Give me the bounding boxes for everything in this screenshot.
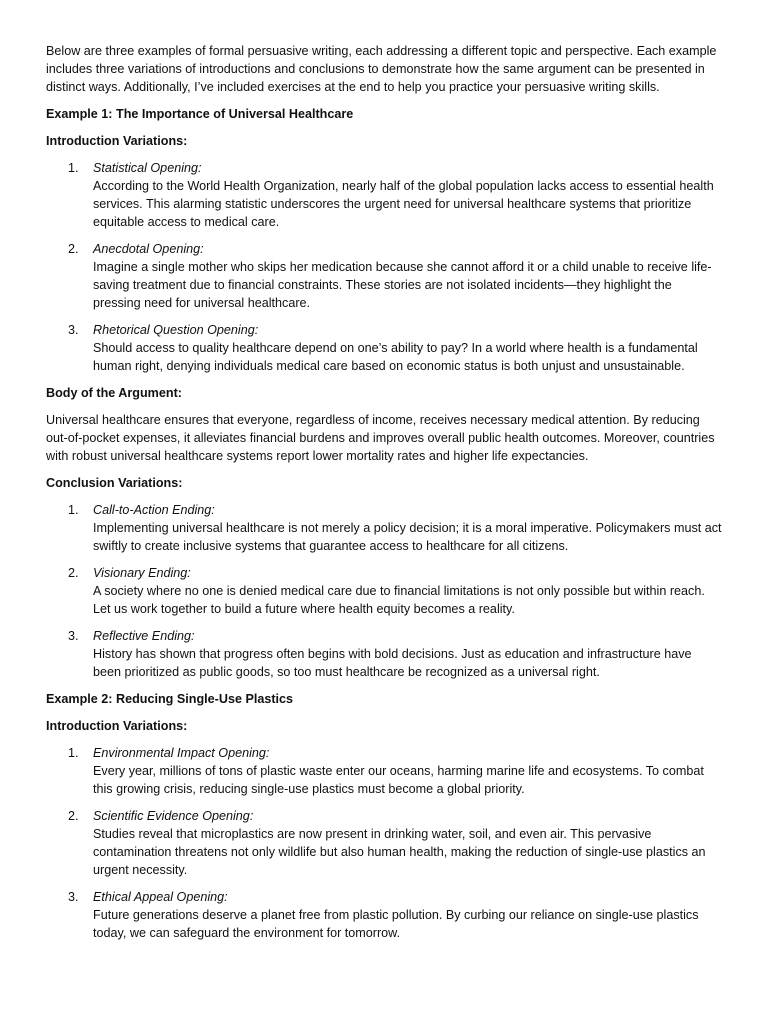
variation-text: Imagine a single mother who skips her medication because she cannot afford it or a child unable to receive life-saving treatment due to financial constraints. These stories are not isolated incidents—they highlight the pressing need for universal healthcare. <box>93 260 712 310</box>
example-2-intro-list <box>46 744 722 942</box>
variation-label: Anecdotal Opening: <box>93 242 204 256</box>
list-number: 1. <box>68 746 79 760</box>
variation-text: Studies reveal that microplastics are now present in drinking water, soil, and even air. This pervasive contamination threatens not only wildlife but also human health, making the reduction of single-use plastics an urgent necessity. <box>93 827 706 877</box>
variation-text: Future generations deserve a planet free from plastic pollution. By curbing our reliance on single-use plastics today, we can safeguard the environment for tomorrow. <box>93 908 699 940</box>
example-2-title: Example 2: Reducing Single-Use Plastics <box>46 692 294 706</box>
list-item <box>46 744 722 798</box>
variation-label: Call-to-Action Ending: <box>93 503 215 517</box>
list-number: 1. <box>68 503 79 517</box>
list-number: 2. <box>68 566 79 580</box>
list-item <box>46 240 722 312</box>
list-item <box>46 627 722 681</box>
variation-text: Every year, millions of tons of plastic waste enter our oceans, harming marine life and ecosystems. To combat this growing crisis, reducing single-use plastics must become a global priority. <box>93 764 704 796</box>
list-item <box>46 159 722 231</box>
list-number: 3. <box>68 890 79 904</box>
example-1-conclusion-heading: Conclusion Variations: <box>46 476 183 490</box>
variation-text: According to the World Health Organization, nearly half of the global population lacks access to essential health services. This alarming statistic underscores the urgent need for universal healthcare systems that prioritize equitable access to medical care. <box>93 179 714 229</box>
list-number: 3. <box>68 629 79 643</box>
intro-paragraph: Below are three examples of formal persuasive writing, each addressing a different topic and perspective. Each example includes three variations of introductions and conclusions to demonstrate how the same argument can be presented in distinct ways. Additionally, I’ve included exercises at the end to help you practice your persuasive writing skills. <box>46 44 717 94</box>
list-item <box>46 321 722 375</box>
variation-label: Environmental Impact Opening: <box>93 746 270 760</box>
variation-text: Implementing universal healthcare is not merely a policy decision; it is a moral imperative. Policymakers must act swiftly to create inclusive systems that guarantee access to healthcare for all citizens. <box>93 521 722 553</box>
variation-text: A society where no one is denied medical care due to financial limitations is not only possible but within reach. Let us work together to build a future where health equity becomes a reality. <box>93 584 705 616</box>
variation-label: Visionary Ending: <box>93 566 191 580</box>
example-1-body-text: Universal healthcare ensures that everyone, regardless of income, receives necessary medical attention. By reducing out-of-pocket expenses, it alleviates financial burdens and improves overall public health outcomes. Moreover, countries with robust universal healthcare systems report lower mortality rates and higher life expectancies. <box>46 413 715 463</box>
list-item <box>46 564 722 618</box>
list-number: 3. <box>68 323 79 337</box>
list-number: 1. <box>68 161 79 175</box>
list-item <box>46 501 722 555</box>
example-1-intro-list <box>46 159 722 375</box>
example-1-title: Example 1: The Importance of Universal Healthcare <box>46 107 354 121</box>
example-1-intro-heading: Introduction Variations: <box>46 134 188 148</box>
variation-label: Statistical Opening: <box>93 161 202 175</box>
example-2-intro-heading: Introduction Variations: <box>46 719 188 733</box>
list-number: 2. <box>68 809 79 823</box>
list-item <box>46 807 722 879</box>
variation-label: Reflective Ending: <box>93 629 195 643</box>
example-1-conclusion-list <box>46 501 722 681</box>
list-item <box>46 888 722 942</box>
list-number: 2. <box>68 242 79 256</box>
example-1-body-heading: Body of the Argument: <box>46 386 182 400</box>
variation-text: Should access to quality healthcare depend on one’s ability to pay? In a world where health is a fundamental human right, denying individuals medical care based on economic status is both unjust and unsustainable. <box>93 341 698 373</box>
variation-label: Rhetorical Question Opening: <box>93 323 259 337</box>
variation-label: Ethical Appeal Opening: <box>93 890 228 904</box>
variation-label: Scientific Evidence Opening: <box>93 809 254 823</box>
variation-text: History has shown that progress often begins with bold decisions. Just as education and infrastructure have been prioritized as public goods, so too must healthcare be recognized as a universal right. <box>93 647 692 679</box>
